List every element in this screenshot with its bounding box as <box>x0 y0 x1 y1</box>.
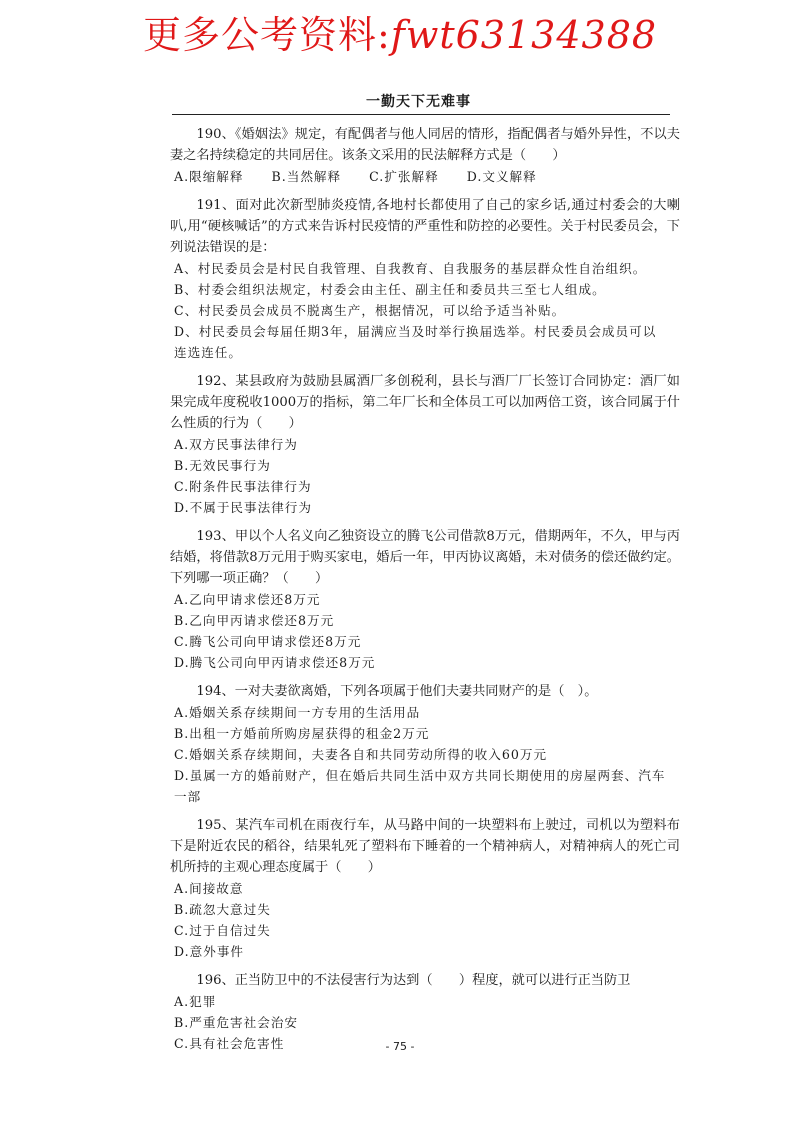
option-a: A.婚姻关系存续期间一方专用的生活用品 <box>174 705 421 720</box>
question-stem: 190、《婚姻法》规定，有配偶者与他人同居的情形，指配偶者与婚外异性，不以夫妻之名持续稳定的共同居住。该条文采用的民法解释方式是（ ） <box>170 127 680 163</box>
option-a: A、村民委员会是村民自我管理、自我教育、自我服务的基层群众性自治组织。 <box>174 261 647 276</box>
watermark <box>0 4 800 59</box>
option-b: B.乙向甲丙请求偿还8万元 <box>174 613 335 628</box>
option-a: A.间接故意 <box>174 881 244 896</box>
option-c: C.过于自信过失 <box>174 923 271 938</box>
option-c: C.腾飞公司向甲请求偿还8万元 <box>174 634 362 649</box>
option-d-continued: 连选连任。 <box>174 345 242 360</box>
option-b: B.无效民事行为 <box>174 458 271 473</box>
option-c: C.扩张解释 <box>369 169 439 184</box>
option-b: B.当然解释 <box>271 169 342 184</box>
question-stem: 195、某汽车司机在雨夜行车，从马路中间的一块塑料布上驶过，司机以为塑料布下是附近农民的稻谷，结果轧死了塑料布下睡着的一个精神病人，对精神病人的死亡司机所持的主观心理态度属于（ ） <box>170 818 680 875</box>
question-190 <box>170 124 680 187</box>
option-d-continued: 一部 <box>174 789 202 804</box>
question-stem: 192、某县政府为鼓励县属酒厂多创税利，县长与酒厂厂长签订合同协定：酒厂如果完成年度税收1000万的指标，第二年厂长和全体员工可以加两倍工资，该合同属于什么性质的行为（ ） <box>170 374 680 431</box>
option-c: C.婚姻关系存续期间，夫妻各自和共同劳动所得的收入60万元 <box>174 747 548 762</box>
page-header-title: 一勤天下无难事 <box>366 94 471 110</box>
option-a: A.双方民事法律行为 <box>174 437 298 452</box>
option-c: C.具有社会危害性 <box>174 1036 285 1051</box>
question-192 <box>170 371 680 518</box>
option-d: D、村民委员会每届任期3年，届满应当及时举行换届选举。村民委员会成员可以 <box>174 324 657 339</box>
option-a: A.犯罪 <box>174 994 217 1009</box>
question-195 <box>170 815 680 962</box>
question-191 <box>170 195 680 363</box>
option-d: D.腾飞公司向甲丙请求偿还8万元 <box>174 655 376 670</box>
option-b: B.出租一方婚前所购房屋获得的租金2万元 <box>174 726 430 741</box>
question-list <box>170 124 680 1062</box>
options-row <box>174 166 680 187</box>
option-a: A.限缩解释 <box>174 169 244 184</box>
option-d: D.不属于民事法律行为 <box>174 500 312 515</box>
option-b: B.疏忽大意过失 <box>174 902 271 917</box>
option-d: D.虽属一方的婚前财产，但在婚后共同生活中双方共同长期使用的房屋两套、汽车 <box>174 768 666 783</box>
watermark-text: 更多公考资料: <box>142 13 391 57</box>
question-194 <box>170 681 680 807</box>
option-d: D.文义解释 <box>466 169 537 184</box>
header-divider <box>172 114 670 115</box>
question-193 <box>170 526 680 673</box>
watermark-code: fwt63134388 <box>390 13 658 57</box>
question-stem: 191、面对此次新型肺炎疫情,各地村长都使用了自己的家乡话,通过村委会的大喇叭,用“硬核喊话”的方式来告诉村民疫情的严重性和防控的必要性。关于村民委员会，下列说法错误的是： <box>170 198 680 255</box>
page-number: - 75 - <box>385 1040 415 1053</box>
option-b: B.严重危害社会治安 <box>174 1015 299 1030</box>
option-b: B、村委会组织法规定，村委会由主任、副主任和委员共三至七人组成。 <box>174 282 606 297</box>
option-a: A.乙向甲请求偿还8万元 <box>174 592 321 607</box>
question-stem: 193、甲以个人名义向乙独资设立的腾飞公司借款8万元，借期两年，不久，甲与丙结婚，将借款8万元用于购买家电，婚后一年，甲丙协议离婚，未对债务的偿还做约定。下列哪一项正确？（ ） <box>170 529 680 586</box>
question-stem: 196、正当防卫中的不法侵害行为达到（ ）程度，就可以进行正当防卫 <box>196 973 631 988</box>
question-stem: 194、一对夫妻欲离婚，下列各项属于他们夫妻共同财产的是（ ）。 <box>196 684 598 699</box>
option-c: C.附条件民事法律行为 <box>174 479 312 494</box>
option-c: C、村民委员会成员不脱离生产，根据情况，可以给予适当补贴。 <box>174 303 566 318</box>
option-d: D.意外事件 <box>174 944 245 959</box>
